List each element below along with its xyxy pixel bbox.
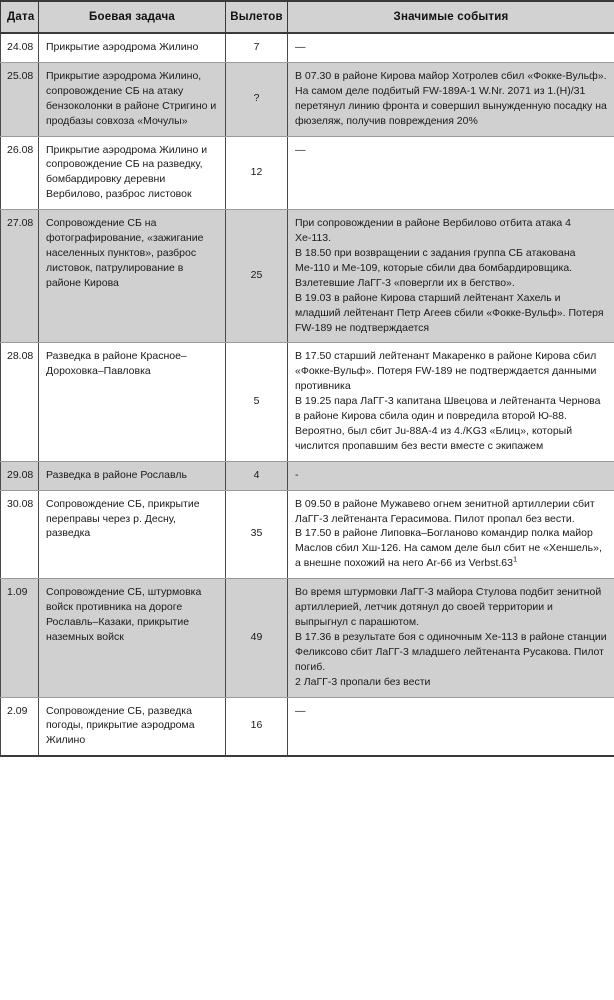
event-line: В 17.50 в районе Липовка–Богланово командир полка майор Маслов сбил Хш-126. На самом деле был сбит не «Хеншель», а внешне похожий на него Ar-66 из Verbst.63$^1$ — [295, 527, 602, 570]
cell-date: 25.08 — [1, 62, 39, 136]
event-line: В 19.25 пара ЛаГГ-3 капитана Швецова и лейтенанта Чернова в районе Кирова сбила один и повредила второй Ю-88. Вероятно, был сбит Ju-88A-4 из 4./KG3 «Блиц», который числится пропавшим без вести вместе с экипажем — [295, 395, 601, 452]
event-line: В 07.30 в районе Кирова майор Хотролев сбил «Фокке-Вульф». На самом деле подбитый FW-189A-1 W.Nr. 2071 из 1.(H)/31 перетянул линию фронта и совершил вынужденную посадку на фюзеляж, получив повреждения 20% — [295, 69, 607, 127]
cell-events — [288, 490, 614, 579]
table-row — [1, 210, 614, 343]
cell-date: 2.09 — [1, 697, 39, 756]
cell-events — [288, 343, 614, 461]
table-row — [1, 136, 614, 210]
cell-date: 29.08 — [1, 461, 39, 490]
cell-task: Разведка в районе Красное–Дороховка–Павловка — [39, 343, 226, 461]
cell-date: 30.08 — [1, 490, 39, 579]
table-row — [1, 343, 614, 461]
event-line: — — [295, 41, 306, 53]
cell-task: Сопровождение СБ, разведка погоды, прикрытие аэродрома Жилино — [39, 697, 226, 756]
column-header-date: Дата — [1, 1, 39, 33]
cell-sorties: 49 — [226, 579, 288, 697]
cell-events — [288, 461, 614, 490]
cell-sorties: 7 — [226, 33, 288, 62]
cell-date: 28.08 — [1, 343, 39, 461]
table-row — [1, 579, 614, 697]
event-line: — — [295, 704, 306, 717]
table-row — [1, 697, 614, 756]
event-line: - — [295, 468, 299, 481]
table-row — [1, 62, 614, 136]
column-header-task: Боевая задача — [39, 1, 226, 33]
cell-date: 27.08 — [1, 210, 39, 343]
cell-sorties: 5 — [226, 343, 288, 461]
cell-events — [288, 579, 614, 697]
cell-events — [288, 33, 614, 62]
event-line: В 19.03 в районе Кирова старший лейтенант Хахель и младший лейтенант Петр Агеев сбили «Фокке-Вульф». Потеря FW-189 не подтверждается — [295, 291, 604, 334]
table-header-row — [1, 1, 614, 33]
cell-task: Сопровождение СБ, штурмовка войск противника на дороге Рославль–Казаки, прикрытие наземных войск — [39, 579, 226, 697]
cell-task: Прикрытие аэродрома Жилино, сопровождение СБ на атаку бензоколонки в районе Стригино и продбазы совхоза «Мочулы» — [39, 62, 226, 136]
cell-events — [288, 697, 614, 756]
table-body — [1, 33, 614, 756]
event-line: В 17.36 в результате боя с одиночным Хе-113 в районе станции Феликсово сбит ЛаГГ-3 младшего лейтенанта Русакова. Пилот погиб. — [295, 630, 607, 673]
table-row — [1, 490, 614, 579]
event-line: При сопровождении в районе Вербилово отбита атака 4 Хе-113. — [295, 217, 571, 245]
cell-sorties: 4 — [226, 461, 288, 490]
cell-task: Сопровождение СБ, прикрытие переправы через р. Десну, разведка — [39, 490, 226, 579]
table-header — [1, 1, 614, 33]
event-line: В 17.50 старший лейтенант Макаренко в районе Кирова сбил «Фокке-Вульф». Потеря FW-189 не подтверждается данными противника — [295, 350, 597, 393]
cell-task: Разведка в районе Рославль — [39, 461, 226, 490]
cell-task: Прикрытие аэродрома Жилино — [39, 33, 226, 62]
table-row — [1, 33, 614, 62]
cell-date: 26.08 — [1, 136, 39, 210]
cell-date: 1.09 — [1, 579, 39, 697]
cell-sorties: ? — [226, 62, 288, 136]
column-header-events: Значимые события — [288, 1, 614, 33]
cell-task: Прикрытие аэродрома Жилино и сопровождение СБ на разведку, бомбардировку деревни Вербилово, разброс листовок — [39, 136, 226, 210]
event-line: 2 ЛаГГ-3 пропали без вести — [295, 675, 431, 688]
event-line: В 09.50 в районе Мужавево огнем зенитной артиллерии сбит ЛаГГ-3 лейтенанта Герасимова. Пилот пропал без вести. — [295, 497, 595, 525]
table-row — [1, 461, 614, 490]
cell-events — [288, 62, 614, 136]
cell-sorties: 25 — [226, 210, 288, 343]
event-line: В 18.50 при возвращении с задания группа СБ атакована Ме-110 и Ме-109, которые сбили два бомбардировщика. Взлетевшие ЛаГГ-3 «повергли их в бегство». — [295, 246, 576, 289]
column-header-sorties: Вылетов — [226, 1, 288, 33]
event-line: Во время штурмовки ЛаГГ-3 майора Стулова подбит зенитной артиллерией, летчик дотянул до своей территории и выпрыгнул с парашютом. — [295, 586, 602, 628]
cell-task: Сопровождение СБ на фотографирование, «зажигание населенных пунктов», разброс листовок, патрулирование в районе Кирова — [39, 210, 226, 343]
event-line: — — [295, 143, 306, 156]
cell-events — [288, 210, 614, 343]
cell-events — [288, 136, 614, 210]
cell-sorties: 12 — [226, 136, 288, 210]
cell-sorties: 16 — [226, 697, 288, 756]
cell-date: 24.08 — [1, 33, 39, 62]
footnote-marker: 1 — [513, 554, 518, 564]
cell-sorties: 35 — [226, 490, 288, 579]
